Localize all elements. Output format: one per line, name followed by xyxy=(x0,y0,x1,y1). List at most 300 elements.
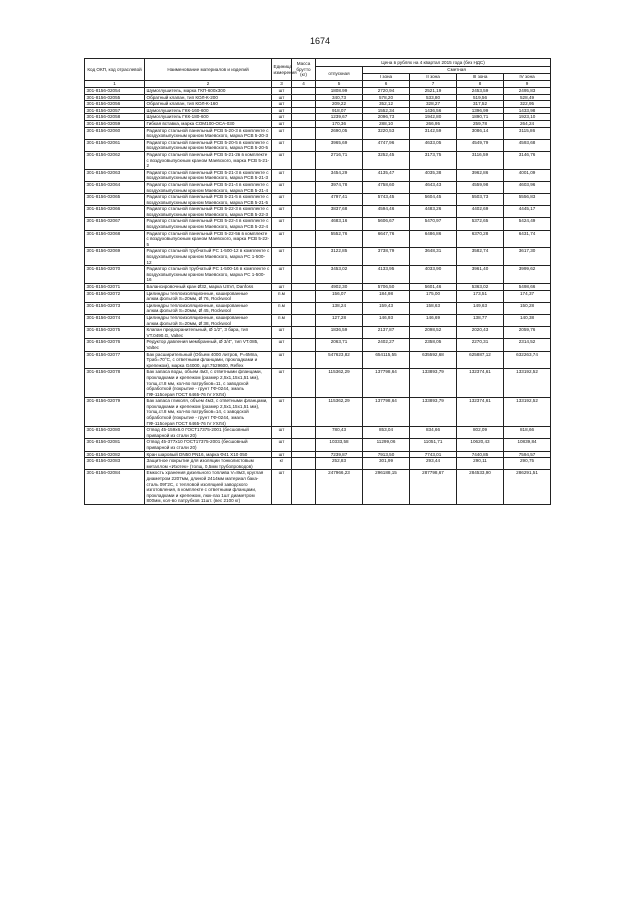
item-name: Балансировочный кран Ø32, марка USVI, Danfoss xyxy=(145,284,272,291)
column-index-cell: 6 xyxy=(363,81,410,88)
item-mass xyxy=(292,302,316,314)
table-row xyxy=(85,458,551,470)
item-mass xyxy=(292,169,316,181)
price-zone-1: 5706,50 xyxy=(363,284,410,291)
item-name: Клапан предохранительный, Ø 1/2", 3 бара, тип VT.0490.G, Valtec xyxy=(145,327,272,339)
price-zone-4: 3999,62 xyxy=(504,266,551,284)
item-mass xyxy=(292,88,316,95)
price-zone-2: 4035,38 xyxy=(410,169,457,181)
item-code: 301-8156-02084 xyxy=(85,470,145,505)
price-release: 3837,68 xyxy=(316,206,363,218)
item-mass xyxy=(292,181,316,193)
price-zone-1: 184,98 xyxy=(363,290,410,302)
item-unit: шт xyxy=(272,351,292,369)
price-zone-4: 528,49 xyxy=(504,94,551,101)
price-zone-3: 3086,14 xyxy=(457,127,504,139)
header-zone-4: IV зона xyxy=(504,74,551,81)
price-zone-1: 654115,55 xyxy=(363,351,410,369)
price-release: 4902,30 xyxy=(316,284,363,291)
price-zone-2: 533,80 xyxy=(410,94,457,101)
table-row xyxy=(85,314,551,326)
item-name: Бак запаса гликоля, объем 4м3, с ответными фланцами, прокладками и крепежом (размер 2,5х1,15х1,51 мм), толщ.ст.8 мм, кол-во патрубков=14, с заводской обработкой (покрытие - грунт ГФ-0244, эмаль ПФ-115серая ГОСТ 6465-76 IV УХЛ4) xyxy=(145,398,272,427)
price-zone-4: 7594,57 xyxy=(504,451,551,458)
price-release: 115362,29 xyxy=(316,369,363,398)
item-name: Радиатор стальной панельный PCB 5-21-4 в комплекте с воздуховыпускным краном Маевского, марка PCB 5-21-4 xyxy=(145,181,272,193)
item-unit: шт xyxy=(272,194,292,206)
item-unit: шт xyxy=(272,439,292,451)
item-code: 301-8156-02066 xyxy=(85,206,145,218)
price-zone-2: 5470,97 xyxy=(410,218,457,230)
price-zone-1: 4594,46 xyxy=(363,206,410,218)
item-code: 301-8156-02054 xyxy=(85,88,145,95)
price-zone-2: 1942,80 xyxy=(410,114,457,121)
price-zone-2: 5601,46 xyxy=(410,284,457,291)
price-zone-3: 149,63 xyxy=(457,302,504,314)
table-row xyxy=(85,88,551,95)
item-name: Радиатор стальной панельный PCB 5-21-3 в комплекте с воздуховыпускным краном Маевского, марка PCB 5-21-3 xyxy=(145,169,272,181)
price-zone-1: 2402,27 xyxy=(363,339,410,351)
price-zone-1: 5606,67 xyxy=(363,218,410,230)
price-zone-4: 4593,68 xyxy=(504,139,551,151)
item-code: 301-8156-02076 xyxy=(85,339,145,351)
item-name: Радиатор стальной панельный PCB 5-21-2в в комплекте с воздуховыпускным краном Маевского, марка PCB 5-21-2 xyxy=(145,151,272,169)
price-zone-1: 853,04 xyxy=(363,427,410,439)
price-zone-1: 2096,73 xyxy=(363,114,410,121)
item-name: Гибкая вставка, марка СОМ100-ОСА-030 xyxy=(145,120,272,127)
price-release: 7239,87 xyxy=(316,451,363,458)
column-index-cell: 7 xyxy=(410,81,457,88)
price-zone-3: 317,52 xyxy=(457,101,504,108)
price-zone-2: 7743,01 xyxy=(410,451,457,458)
price-zone-2: 287798,67 xyxy=(410,470,457,505)
price-release: 209,22 xyxy=(316,101,363,108)
price-zone-4: 632263,74 xyxy=(504,351,551,369)
item-unit: п.м xyxy=(272,290,292,302)
price-zone-3: 173,51 xyxy=(457,290,504,302)
price-release: 252,83 xyxy=(316,458,363,470)
item-code: 301-8156-02073 xyxy=(85,302,145,314)
header-unit: Единица измерения xyxy=(272,59,292,81)
price-zone-2: 635592,68 xyxy=(410,351,457,369)
price-zone-1: 3738,79 xyxy=(363,248,410,266)
price-release: 547623,82 xyxy=(316,351,363,369)
table-row xyxy=(85,327,551,339)
price-zone-4: 322,95 xyxy=(504,101,551,108)
price-zone-4: 286291,51 xyxy=(504,470,551,505)
price-zone-1: 7913,50 xyxy=(363,451,410,458)
item-name: Радиатор стальной панельный PCB 5-21-5 в комплекте с воздуховыпускным краном Маевского, марка PCB 5-21-5 xyxy=(145,194,272,206)
price-zone-4: 2495,83 xyxy=(504,88,551,95)
price-release: 247966,23 xyxy=(316,470,363,505)
price-release: 138,24 xyxy=(316,302,363,314)
table-row xyxy=(85,266,551,284)
item-unit: шт xyxy=(272,230,292,248)
price-zone-2: 3648,31 xyxy=(410,248,457,266)
price-zone-4: 140,38 xyxy=(504,314,551,326)
price-zone-1: 137798,64 xyxy=(363,369,410,398)
price-zone-3: 3116,59 xyxy=(457,151,504,169)
item-name: Цилиндры теплоизоляционные, кашированные алюм.фольгой S=20мм, Ø 45, Rockwool xyxy=(145,302,272,314)
price-release: 918,07 xyxy=(316,107,363,114)
header-zone-2: II зона xyxy=(410,74,457,81)
price-release: 1239,67 xyxy=(316,114,363,121)
item-unit: п.м xyxy=(272,314,292,326)
price-zone-3: 259,78 xyxy=(457,120,504,127)
item-unit: шт xyxy=(272,327,292,339)
item-name: Радиатор стальной панельный PCB 5-22-3 в комплекте с воздуховыпускным краном Маевского, марка PCB 5-22-3 xyxy=(145,206,272,218)
price-zone-4: 1433,98 xyxy=(504,107,551,114)
price-zone-4: 3617,30 xyxy=(504,248,551,266)
table-row xyxy=(85,194,551,206)
item-unit: шт xyxy=(272,470,292,505)
item-mass xyxy=(292,127,316,139)
price-zone-4: 818,66 xyxy=(504,427,551,439)
price-release: 4683,16 xyxy=(316,218,363,230)
item-mass xyxy=(292,458,316,470)
price-zone-1: 137798,64 xyxy=(363,398,410,427)
item-code: 301-8156-02068 xyxy=(85,230,145,248)
item-code: 301-8156-02079 xyxy=(85,398,145,427)
page-number: 1674 xyxy=(309,36,331,46)
column-index-cell: 4 xyxy=(292,81,316,88)
item-name: Кран шаровый DN50 PN16, марка Ф41 Х10 050 xyxy=(145,451,272,458)
item-mass xyxy=(292,94,316,101)
price-zone-2: 175,00 xyxy=(410,290,457,302)
price-zone-4: 290,75 xyxy=(504,458,551,470)
price-zone-3: 3961,40 xyxy=(457,266,504,284)
item-name: Шумоглушитель ГКК-180-600 xyxy=(145,114,272,121)
item-name: Шумоглушитель, марка ГКП-600х300 xyxy=(145,88,272,95)
price-zone-1: 3220,53 xyxy=(363,127,410,139)
item-code: 301-8156-02062 xyxy=(85,151,145,169)
item-mass xyxy=(292,439,316,451)
price-zone-1: 159,43 xyxy=(363,302,410,314)
item-code: 301-8156-02060 xyxy=(85,127,145,139)
price-release: 1808.99 xyxy=(316,88,363,95)
price-release: 3122,85 xyxy=(316,248,363,266)
item-code: 301-8156-02075 xyxy=(85,327,145,339)
item-mass xyxy=(292,351,316,369)
table-row xyxy=(85,290,551,302)
price-zone-4: 174,37 xyxy=(504,290,551,302)
price-zone-1: 11299,06 xyxy=(363,439,410,451)
price-release: 1836,59 xyxy=(316,327,363,339)
table-row xyxy=(85,398,551,427)
price-zone-2: 4643,43 xyxy=(410,181,457,193)
price-zone-3: 6370,28 xyxy=(457,230,504,248)
item-mass xyxy=(292,206,316,218)
table-row xyxy=(85,302,551,314)
item-mass xyxy=(292,151,316,169)
price-table xyxy=(84,58,551,505)
price-zone-4: 2314,52 xyxy=(504,339,551,351)
item-unit: шт xyxy=(272,206,292,218)
item-mass xyxy=(292,327,316,339)
column-index-cell: 1 xyxy=(85,81,145,88)
header-code: Код ОКП, код отраслевой xyxy=(85,59,145,81)
column-index-cell: 3 xyxy=(272,81,292,88)
item-name: Защитное покрытие для изоляции тонколистовым металлом «Изотек» (толщ. 0,5мм трубопроводов) xyxy=(145,458,272,470)
item-name: Шумоглушитель ГКК-160-600 xyxy=(145,107,272,114)
item-name: Радиатор стальной панельный PCB 5-20-3 в комплекте с воздуховыпускным краном Маевского, марка PCB 5-20-3 xyxy=(145,127,272,139)
table-row xyxy=(85,139,551,151)
price-zone-3: 132374,61 xyxy=(457,369,504,398)
price-release: 2690,05 xyxy=(316,127,363,139)
item-mass xyxy=(292,470,316,505)
table-row xyxy=(85,101,551,108)
price-zone-4: 4001,09 xyxy=(504,169,551,181)
price-zone-1: 4133,95 xyxy=(363,266,410,284)
item-code: 301-8156-02059 xyxy=(85,120,145,127)
item-unit: шт xyxy=(272,101,292,108)
item-code: 301-8156-02065 xyxy=(85,194,145,206)
item-name: Бак запаса воды, объем 4м3, с ответными фланцами, прокладками и крепежом (размер 2,5х1,15х1,51 мм), толщ.ст.8 мм, кол-во патрубков=11, с заводской обработкой (покрытие - грунт ГФ-0244, эмаль ПФ-115серая ГОСТ 6465-76 IV УХЛ4) xyxy=(145,369,272,398)
price-zone-2: 328,27 xyxy=(410,101,457,108)
price-zone-1: 5743,45 xyxy=(363,194,410,206)
price-release: 5552,76 xyxy=(316,230,363,248)
item-unit: шт xyxy=(272,120,292,127)
item-name: Радиатор стальной панельный PCB 5-22-4 в комплекте с воздуховыпускным краном Маевского, марка PCB 5-22-4 xyxy=(145,218,272,230)
price-zone-3: 2020,43 xyxy=(457,327,504,339)
table-row xyxy=(85,230,551,248)
item-name: Бак расширительный (Объем 4000 литров, P=6Мпа, Tраб=70°C, с ответными фланцами, прокладками и крепежом), марка G4000, арт.7529600, Reflex xyxy=(145,351,272,369)
price-zone-3: 4559,98 xyxy=(457,181,504,193)
item-name: Радиатор стальной панельный PCB 5-22-5в в комплекте с воздуховыпускным краном Маевского, марка PCB 5-22-5 xyxy=(145,230,272,248)
table-row xyxy=(85,127,551,139)
item-code: 301-8156-02071 xyxy=(85,284,145,291)
price-zone-3: 5363,02 xyxy=(457,284,504,291)
item-unit: шт xyxy=(272,94,292,101)
item-name: Емкость хранения дизельного топлива V=8м3, круглая диаметром 2207мм, длиной 2414мм материал бака- сталь 09Г2С, с тепловой изоляцией заводского изготовления, в комплекте с ответными фланцами, прокладками и крепежом, люк-лаз 1шт диаметром 800мм, кол-во патрубков 11шт. (вес 2100 кг) xyxy=(145,470,272,505)
item-mass xyxy=(292,230,316,248)
item-unit: шт xyxy=(272,248,292,266)
column-index-cell: 9 xyxy=(504,81,551,88)
price-zone-2: 4033,90 xyxy=(410,266,457,284)
item-unit: кг xyxy=(272,458,292,470)
item-mass xyxy=(292,218,316,230)
price-zone-3: 2270,31 xyxy=(457,339,504,351)
header-zone-1: I зона xyxy=(363,74,410,81)
item-name: Обратный клапан, тип КОЛ-К-200 xyxy=(145,94,272,101)
item-code: 301-8156-02074 xyxy=(85,314,145,326)
header-mass: Масса брутто (кг) xyxy=(292,59,316,81)
item-unit: шт xyxy=(272,339,292,351)
item-mass xyxy=(292,314,316,326)
price-zone-4: 150,28 xyxy=(504,302,551,314)
price-zone-1: 4135,47 xyxy=(363,169,410,181)
item-mass xyxy=(292,107,316,114)
price-zone-1: 3252,45 xyxy=(363,151,410,169)
price-zone-2: 11051,71 xyxy=(410,439,457,451)
item-name: Радиатор стальной панельный PCB 5-20-5 в комплекте с воздуховыпускным краном Маевского, марка PCB 5-20-5 xyxy=(145,139,272,151)
item-code: 301-8156-02070 xyxy=(85,266,145,284)
price-zone-2: 834,66 xyxy=(410,427,457,439)
item-code: 301-8156-02063 xyxy=(85,169,145,181)
table-row xyxy=(85,206,551,218)
price-zone-3: 3962,86 xyxy=(457,169,504,181)
item-code: 301-8156-02061 xyxy=(85,139,145,151)
price-zone-4: 4445,17 xyxy=(504,206,551,218)
table-row xyxy=(85,439,551,451)
item-unit: шт xyxy=(272,218,292,230)
price-zone-3: 5372,65 xyxy=(457,218,504,230)
item-mass xyxy=(292,398,316,427)
table-row xyxy=(85,107,551,114)
price-zone-2: 2098,52 xyxy=(410,327,457,339)
price-zone-1: 288,10 xyxy=(363,120,410,127)
item-code: 301-8156-02081 xyxy=(85,439,145,451)
price-release: 3965,69 xyxy=(316,139,363,151)
column-index-cell: 2 xyxy=(145,81,272,88)
price-zone-2: 1436,56 xyxy=(410,107,457,114)
item-unit: шт xyxy=(272,151,292,169)
price-zone-3: 284533,90 xyxy=(457,470,504,505)
price-zone-1: 4747,96 xyxy=(363,139,410,151)
price-zone-4: 4603,96 xyxy=(504,181,551,193)
price-zone-4: 5498,66 xyxy=(504,284,551,291)
price-zone-1: 146,93 xyxy=(363,314,410,326)
price-zone-3: 132374,61 xyxy=(457,398,504,427)
price-zone-1: 2720,94 xyxy=(363,88,410,95)
item-unit: шт xyxy=(272,107,292,114)
price-zone-3: 138,77 xyxy=(457,314,504,326)
table-row xyxy=(85,94,551,101)
price-zone-2: 4633,05 xyxy=(410,139,457,151)
item-mass xyxy=(292,369,316,398)
column-index-row xyxy=(85,81,551,88)
price-zone-1: 6647,76 xyxy=(363,230,410,248)
price-zone-3: 290,11 xyxy=(457,458,504,470)
item-unit: шт xyxy=(272,127,292,139)
item-unit: шт xyxy=(272,88,292,95)
item-mass xyxy=(292,339,316,351)
table-row xyxy=(85,369,551,398)
table-row xyxy=(85,114,551,121)
item-name: Радиатор стальной трубчатый PC 1-500-12 в комплекте с воздуховыпускным краном Маевского, марка PC 1-500-12 xyxy=(145,248,272,266)
price-zone-3: 3582,74 xyxy=(457,248,504,266)
item-code: 301-8156-02082 xyxy=(85,451,145,458)
item-name: Цилиндры теплоизоляционные, кашированные алюм.фольгой S=20мм, Ø 38, Rockwool xyxy=(145,314,272,326)
price-zone-1: 296188,15 xyxy=(363,470,410,505)
price-zone-1: 301,99 xyxy=(363,458,410,470)
item-code: 301-8156-02067 xyxy=(85,218,145,230)
header-price: Цена в рублях на 4 квартал 2015 года (без НДС) xyxy=(316,59,551,67)
price-release: 340,73 xyxy=(316,94,363,101)
item-unit: шт xyxy=(272,169,292,181)
price-zone-2: 2358,05 xyxy=(410,339,457,351)
item-code: 301-8156-02057 xyxy=(85,107,145,114)
table-row xyxy=(85,470,551,505)
price-zone-4: 2059,76 xyxy=(504,327,551,339)
price-release: 3454,29 xyxy=(316,169,363,181)
price-zone-3: 802,09 xyxy=(457,427,504,439)
price-release: 115362,29 xyxy=(316,398,363,427)
price-zone-1: 2137,87 xyxy=(363,327,410,339)
price-zone-3: 7440,85 xyxy=(457,451,504,458)
price-zone-2: 266,95 xyxy=(410,120,457,127)
price-zone-3: 2453,59 xyxy=(457,88,504,95)
price-zone-2: 3173,75 xyxy=(410,151,457,169)
price-zone-2: 4483,26 xyxy=(410,206,457,218)
table-row xyxy=(85,151,551,169)
price-zone-3: 4549,79 xyxy=(457,139,504,151)
price-zone-4: 6431,74 xyxy=(504,230,551,248)
price-zone-4: 133192,52 xyxy=(504,398,551,427)
item-name: Цилиндры теплоизоляционные, кашированные алюм.фольгой S=20мм, Ø 76, Rockwool xyxy=(145,290,272,302)
item-mass xyxy=(292,194,316,206)
item-mass xyxy=(292,139,316,151)
header-name: Наименование материалов и изделий xyxy=(145,59,272,81)
price-release: 156,07 xyxy=(316,290,363,302)
table-row xyxy=(85,451,551,458)
price-zone-3: 1396,99 xyxy=(457,107,504,114)
price-zone-2: 146,69 xyxy=(410,314,457,326)
price-zone-2: 133893,79 xyxy=(410,398,457,427)
price-zone-3: 5503,73 xyxy=(457,194,504,206)
item-mass xyxy=(292,451,316,458)
price-zone-2: 2521,19 xyxy=(410,88,457,95)
price-zone-3: 625887,12 xyxy=(457,351,504,369)
price-release: 3974,78 xyxy=(316,181,363,193)
item-unit: п.м xyxy=(272,302,292,314)
price-release: 780,43 xyxy=(316,427,363,439)
price-zone-2: 158,63 xyxy=(410,302,457,314)
table-row xyxy=(85,169,551,181)
item-unit: шт xyxy=(272,181,292,193)
table-row xyxy=(85,339,551,351)
header-zone-3: III зона xyxy=(457,74,504,81)
price-release: 10333,58 xyxy=(316,439,363,451)
item-mass xyxy=(292,266,316,284)
table-row xyxy=(85,181,551,193)
price-zone-4: 3115,86 xyxy=(504,127,551,139)
price-zone-2: 6486,86 xyxy=(410,230,457,248)
item-code: 301-8156-02069 xyxy=(85,248,145,266)
item-code: 301-8156-02077 xyxy=(85,351,145,369)
table-body xyxy=(85,88,551,505)
table-row xyxy=(85,218,551,230)
table-row xyxy=(85,351,551,369)
price-zone-4: 1923,10 xyxy=(504,114,551,121)
price-zone-4: 5424,49 xyxy=(504,218,551,230)
price-zone-1: 1552,34 xyxy=(363,107,410,114)
price-zone-3: 519,56 xyxy=(457,94,504,101)
item-unit: шт xyxy=(272,139,292,151)
item-unit: шт xyxy=(272,398,292,427)
item-name: Отвод 45-159х6.0 ГОСТ17375-2001 (бесшовный приварной из стали 20) xyxy=(145,427,272,439)
price-zone-3: 4402,69 xyxy=(457,206,504,218)
column-index-cell: 5 xyxy=(316,81,363,88)
item-unit: шт xyxy=(272,266,292,284)
price-release: 2716,71 xyxy=(316,151,363,169)
price-zone-1: 352,12 xyxy=(363,101,410,108)
price-release: 3453,02 xyxy=(316,266,363,284)
item-unit: шт xyxy=(272,427,292,439)
column-index-cell: 8 xyxy=(457,81,504,88)
item-code: 301-8156-02056 xyxy=(85,101,145,108)
header-release: отпускная xyxy=(316,67,363,81)
table-row xyxy=(85,248,551,266)
price-zone-4: 264,24 xyxy=(504,120,551,127)
price-zone-2: 133893,79 xyxy=(410,369,457,398)
price-zone-3: 10620,43 xyxy=(457,439,504,451)
header-estimate: Сметная xyxy=(363,67,551,74)
item-mass xyxy=(292,248,316,266)
table-row xyxy=(85,427,551,439)
item-unit: шт xyxy=(272,114,292,121)
item-name: Редуктор давления мембранный, Ø 3/4", тип VT.085, Valtec xyxy=(145,339,272,351)
item-mass xyxy=(292,120,316,127)
